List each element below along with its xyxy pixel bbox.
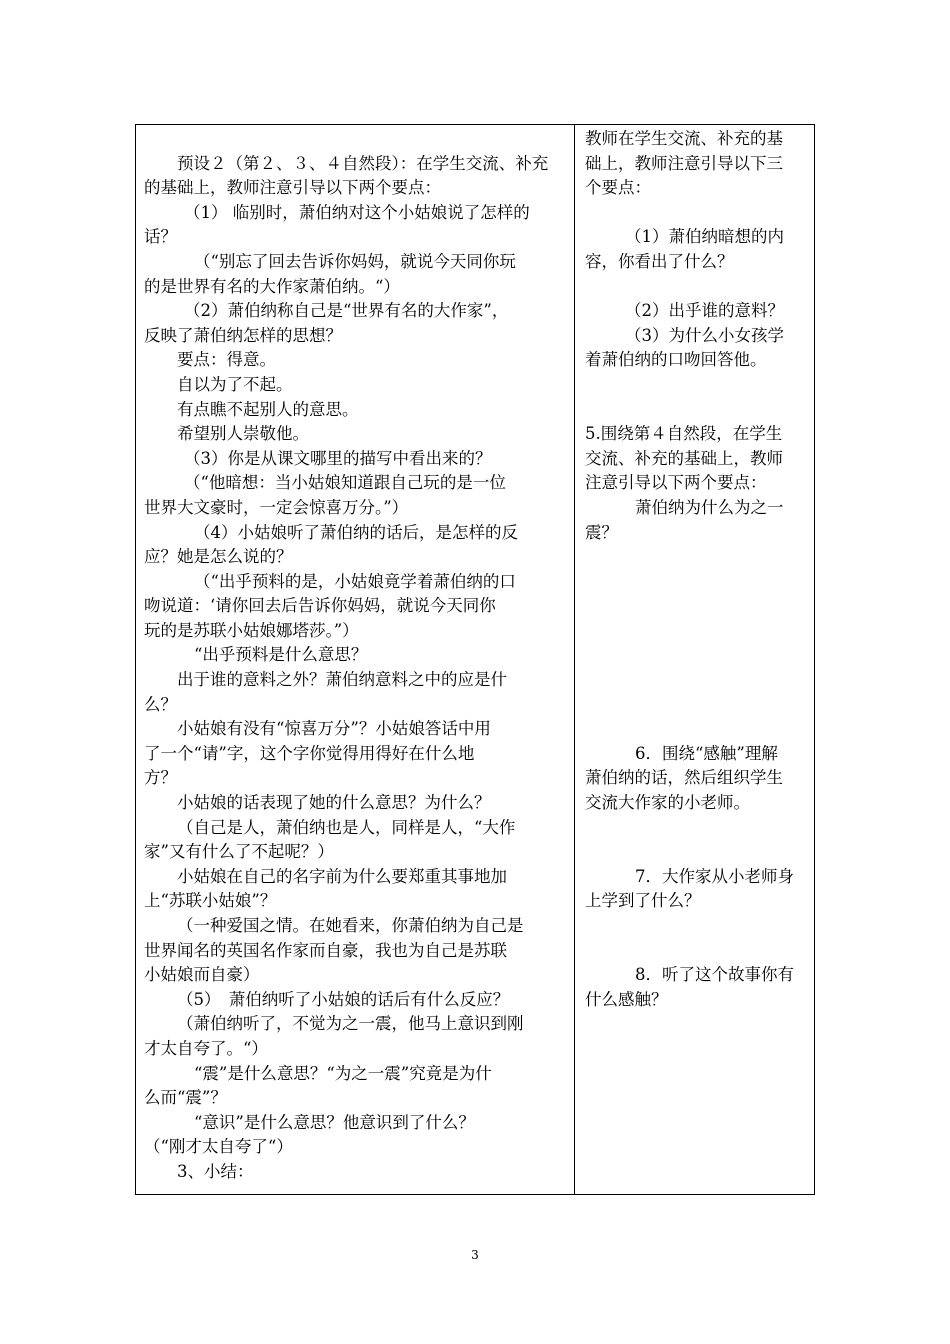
blank-line	[144, 127, 570, 152]
text-line: 的是世界有名的大作家萧伯纳。“）	[144, 276, 400, 296]
left-column-cell	[144, 127, 570, 1185]
blank-line	[585, 840, 811, 865]
text-line: 要点：得意。	[177, 350, 276, 370]
text-line: （4）小姑娘听了萧伯纳的话后，是怎样的反	[194, 522, 518, 542]
blank-line	[585, 816, 811, 841]
text-line: 小姑娘而自豪）	[144, 965, 260, 985]
text-line: 容，你看出了什么？	[585, 251, 734, 271]
text-line: 出于谁的意料之外？萧伯纳意料之中的应是什	[177, 670, 507, 690]
text-line: （3）你是从课文哪里的描写中看出来的？	[184, 448, 492, 468]
text-line: 什么感触？	[585, 989, 668, 1009]
text-line: 么？	[144, 694, 177, 714]
text-line: 小姑娘在自己的名字前为什么要郑重其事地加	[177, 866, 507, 886]
blank-line	[585, 398, 811, 423]
text-line: （1） 临别时，萧伯纳对这个小姑娘说了怎样的	[184, 202, 530, 222]
text-line: 世界大文豪时，一定会惊喜万分。”）	[144, 497, 409, 517]
text-line: 8．听了这个故事你有	[635, 965, 794, 985]
text-line: “意识”是什么意思？他意识到了什么？	[194, 1112, 475, 1132]
blank-line	[585, 545, 811, 570]
text-line: 才太自夸了。“）	[144, 1038, 268, 1058]
text-line: 小姑娘有没有“惊喜万分”？小姑娘答话中用	[177, 719, 491, 739]
blank-line	[585, 717, 811, 742]
blank-line	[585, 275, 811, 300]
text-line: （“刚才太自夸了“）	[144, 1137, 293, 1157]
text-line: 交流大作家的小老师。	[585, 793, 750, 813]
text-line: 的基础上，教师注意引导以下两个要点：	[144, 178, 441, 198]
text-line: 上学到了什么？	[585, 891, 701, 911]
blank-line	[585, 668, 811, 693]
blank-line	[585, 914, 811, 939]
text-line: （1）萧伯纳暗想的内	[625, 227, 784, 247]
text-line: “出乎预料是什么意思？	[194, 645, 368, 665]
text-line: 话？	[144, 227, 177, 247]
blank-line	[585, 939, 811, 964]
blank-line	[585, 693, 811, 718]
text-line: 么而“震”？	[144, 1088, 227, 1108]
text-line: 7．大作家从小老师身	[635, 866, 794, 886]
text-line: （“别忘了回去告诉你妈妈，就说今天同你玩	[194, 251, 516, 271]
blank-line	[585, 373, 811, 398]
page-number: 3	[471, 1248, 479, 1262]
text-line: 础上，教师注意引导以下三	[585, 153, 783, 173]
text-line: 个要点：	[585, 178, 651, 198]
text-line: 反映了萧伯纳怎样的思想？	[144, 325, 342, 345]
lesson-table	[135, 124, 815, 1195]
text-line: 自以为了不起。	[177, 374, 293, 394]
text-line: （“他暗想：当小姑娘知道跟自己玩的是一位	[184, 473, 506, 493]
text-line: “震”是什么意思？“为之一震”究竟是为什	[194, 1063, 492, 1083]
text-line: （一种爱国之情。在她看来，你萧伯纳为自己是	[177, 916, 524, 935]
text-line: （“出乎预料的是，小姑娘竟学着萧伯纳的口	[194, 571, 516, 591]
text-line: 注意引导以下两个要点：	[585, 473, 767, 493]
text-line: （2）萧伯纳称自己是“世界有名的大作家”，	[184, 301, 509, 321]
text-line: 教师在学生交流、补充的基	[585, 129, 783, 148]
text-line: （3）为什么小女孩学	[625, 325, 784, 345]
blank-line	[585, 201, 811, 226]
text-line: 希望别人崇敬他。	[177, 424, 309, 444]
text-line: 5.围绕第４自然段，在学生	[585, 424, 783, 444]
text-line: 6．围绕“感触”理解	[635, 743, 778, 763]
text-line: 吻说道：‘请你回去后告诉你妈妈，就说今天同你	[144, 596, 496, 616]
text-line: 预设２（第２、３、４自然段）：在学生交流、补充	[177, 153, 549, 173]
column-divider	[574, 125, 575, 1194]
text-line: 小姑娘的话表现了她的什么意思？为什么？	[177, 793, 491, 813]
text-line: （萧伯纳听了，不觉为之一震，他马上意识到刚	[177, 1014, 524, 1034]
text-line: 有点瞧不起别人的意思。	[177, 399, 359, 419]
text-line: 玩的是苏联小姑娘娜塔莎。”）	[144, 620, 359, 640]
text-line: 3、小结：	[177, 1161, 254, 1181]
text-line: 了一个“请”字，这个字你觉得用得好在什么地	[144, 743, 475, 763]
text-line: 应？她是怎么说的？	[144, 547, 293, 567]
text-line: 上“苏联小姑娘”？	[144, 891, 277, 911]
blank-line	[585, 643, 811, 668]
text-line: 交流、补充的基础上，教师	[585, 448, 783, 468]
right-column-cell	[585, 127, 811, 1012]
text-line: 震？	[585, 522, 618, 542]
text-line: （5） 萧伯纳听了小姑娘的话后有什么反应？	[177, 989, 510, 1009]
text-line: （2）出乎谁的意料？	[625, 301, 784, 321]
text-line: 萧伯纳的话，然后组织学生	[585, 768, 783, 788]
blank-line	[585, 570, 811, 595]
text-line: 萧伯纳为什么为之一	[635, 497, 784, 517]
text-line: 家”又有什么了不起呢？）	[144, 842, 334, 862]
text-line: 着萧伯纳的口吻回答他。	[585, 350, 767, 370]
blank-line	[585, 619, 811, 644]
blank-line	[585, 594, 811, 619]
text-line: 方？	[144, 768, 177, 788]
text-line: （自己是人，萧伯纳也是人，同样是人，“大作	[177, 817, 516, 837]
text-line: 世界闻名的英国名作家而自豪，我也为自己是苏联	[144, 940, 507, 960]
